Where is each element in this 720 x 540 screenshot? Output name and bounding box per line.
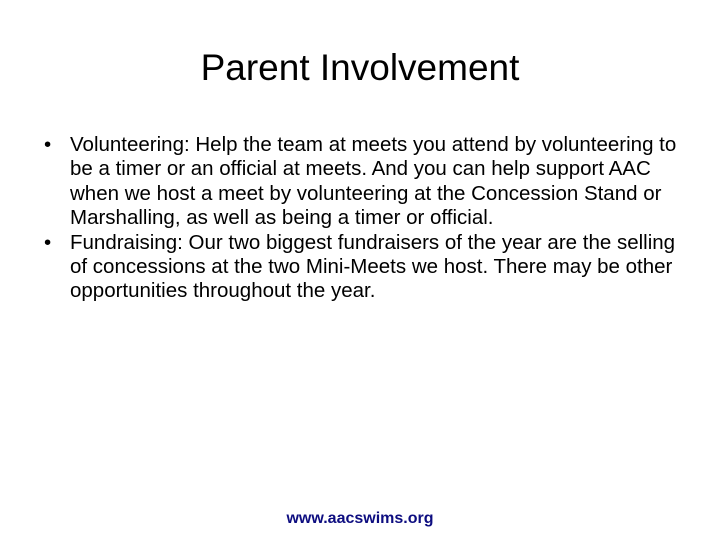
bullet-item-volunteering — [44, 133, 694, 231]
bullet-text-fundraising: Fundraising: Our two biggest fundraisers of the year are the selling of concessions at the two Mini-Meets we host. There may be other opportunities throughout the year. — [70, 230, 676, 303]
slide-title: Parent Involvement — [200, 47, 520, 88]
bullet-text-volunteering: Volunteering: Help the team at meets you attend by volunteering to be a timer or an official at meets. And you can help support AAC when we host a meet by volunteering at the Concession Stand or Marshalling, as well as being a timer or official. — [70, 133, 677, 230]
bullet-icon: • — [44, 230, 52, 254]
website-link[interactable]: www.aacswims.org — [286, 510, 434, 527]
bullet-icon: • — [44, 133, 52, 156]
bullet-item-fundraising — [44, 231, 694, 304]
bullet-list — [44, 133, 694, 304]
